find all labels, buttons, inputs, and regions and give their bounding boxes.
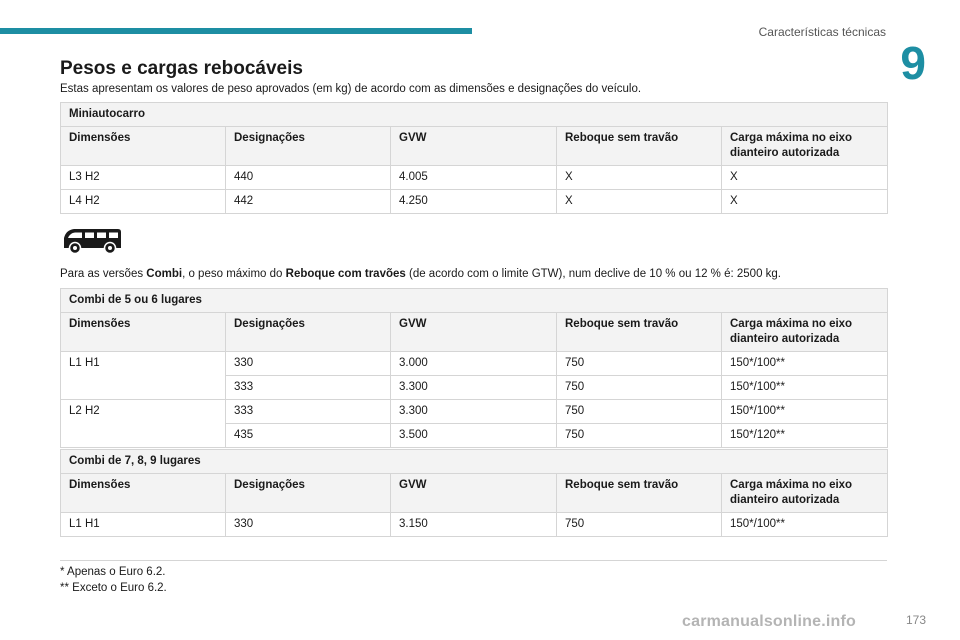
table-cell: 4.005 — [391, 166, 557, 190]
table-cell: 3.300 — [391, 376, 557, 400]
col-header-dimensions: Dimensões — [61, 313, 226, 352]
table-row — [61, 352, 888, 376]
table-cell: 150*/100** — [722, 400, 888, 424]
table-row — [61, 190, 888, 214]
minibus-icon — [60, 224, 124, 256]
note-bold-braked-trailer: Reboque com travões — [285, 268, 406, 280]
table-cell: 750 — [557, 376, 722, 400]
table-cell: 3.000 — [391, 352, 557, 376]
footnote-divider — [60, 560, 887, 561]
minibus-weights-table — [60, 102, 888, 214]
table-cell: 3.500 — [391, 424, 557, 448]
note-text: , o peso máximo do — [182, 268, 286, 280]
note-bold-combi: Combi — [146, 268, 183, 280]
footnote-except-euro-6-2: ** Exceto o Euro 6.2. — [60, 582, 167, 594]
table-cell: 333 — [226, 376, 391, 400]
table-cell: L4 H2 — [61, 190, 226, 214]
col-header-designations: Designações — [226, 313, 391, 352]
intro-text: Estas apresentam os valores de peso aprovados (em kg) de acordo com as dimensões e designações do veículo. — [60, 83, 642, 95]
table-cell: 442 — [226, 190, 391, 214]
col-header-designations: Designações — [226, 474, 391, 513]
table-cell: X — [722, 190, 888, 214]
table-cell: 333 — [226, 400, 391, 424]
col-header-unbraked-trailer: Reboque sem travão — [557, 127, 722, 166]
page-number: 173 — [905, 613, 926, 627]
table-cell: 750 — [557, 513, 722, 537]
table-caption: Miniautocarro — [61, 103, 888, 127]
col-header-dimensions: Dimensões — [61, 474, 226, 513]
table-cell: L2 H2 — [61, 400, 226, 424]
table-cell: 150*/100** — [722, 513, 888, 537]
combi-5-6-weights-table — [60, 288, 888, 448]
table-cell: 150*/100** — [722, 376, 888, 400]
table-cell: L3 H2 — [61, 166, 226, 190]
col-header-dimensions: Dimensões — [61, 127, 226, 166]
table-cell: 750 — [557, 400, 722, 424]
table-caption: Combi de 5 ou 6 lugares — [61, 289, 888, 313]
table-row — [61, 376, 888, 400]
table-cell: X — [557, 190, 722, 214]
chapter-number: 9 — [900, 37, 926, 89]
table-row — [61, 166, 888, 190]
footnote-euro-6-2: * Apenas o Euro 6.2. — [60, 566, 166, 578]
combi-trailer-note — [60, 268, 781, 280]
combi-7-8-9-weights-table — [60, 449, 888, 537]
table-cell: L1 H1 — [61, 352, 226, 376]
section-title: Características técnicas — [758, 25, 886, 39]
table-cell: L1 H1 — [61, 513, 226, 537]
table-cell: 440 — [226, 166, 391, 190]
table-cell: 750 — [557, 352, 722, 376]
watermark: carmanualsonline.info — [682, 613, 857, 630]
col-header-front-axle-load: Carga máxima no eixo dianteiro autorizada — [722, 127, 888, 166]
page-title: Pesos e cargas rebocáveis — [60, 58, 303, 79]
table-cell — [61, 376, 226, 400]
note-text: Para as versões — [60, 268, 147, 280]
table-row — [61, 513, 888, 537]
col-header-front-axle-load: Carga máxima no eixo dianteiro autorizada — [722, 474, 888, 513]
header-accent-bar — [0, 28, 472, 34]
table-row — [61, 400, 888, 424]
table-cell: X — [557, 166, 722, 190]
table-cell: X — [722, 166, 888, 190]
col-header-unbraked-trailer: Reboque sem travão — [557, 474, 722, 513]
col-header-designations: Designações — [226, 127, 391, 166]
col-header-gvw: GVW — [391, 474, 557, 513]
col-header-gvw: GVW — [391, 313, 557, 352]
table-cell: 3.300 — [391, 400, 557, 424]
table-row — [61, 424, 888, 448]
table-cell: 4.250 — [391, 190, 557, 214]
col-header-unbraked-trailer: Reboque sem travão — [557, 313, 722, 352]
table-cell: 435 — [226, 424, 391, 448]
table-cell: 150*/100** — [722, 352, 888, 376]
col-header-front-axle-load: Carga máxima no eixo dianteiro autorizada — [722, 313, 888, 352]
table-cell: 3.150 — [391, 513, 557, 537]
table-cell: 150*/120** — [722, 424, 888, 448]
note-text: (de acordo com o limite GTW), num declive de 10 % ou 12 % é: 2500 kg. — [405, 268, 782, 280]
table-cell: 330 — [226, 513, 391, 537]
col-header-gvw: GVW — [391, 127, 557, 166]
table-cell: 750 — [557, 424, 722, 448]
table-caption: Combi de 7, 8, 9 lugares — [61, 450, 888, 474]
table-cell: 330 — [226, 352, 391, 376]
table-cell — [61, 424, 226, 448]
